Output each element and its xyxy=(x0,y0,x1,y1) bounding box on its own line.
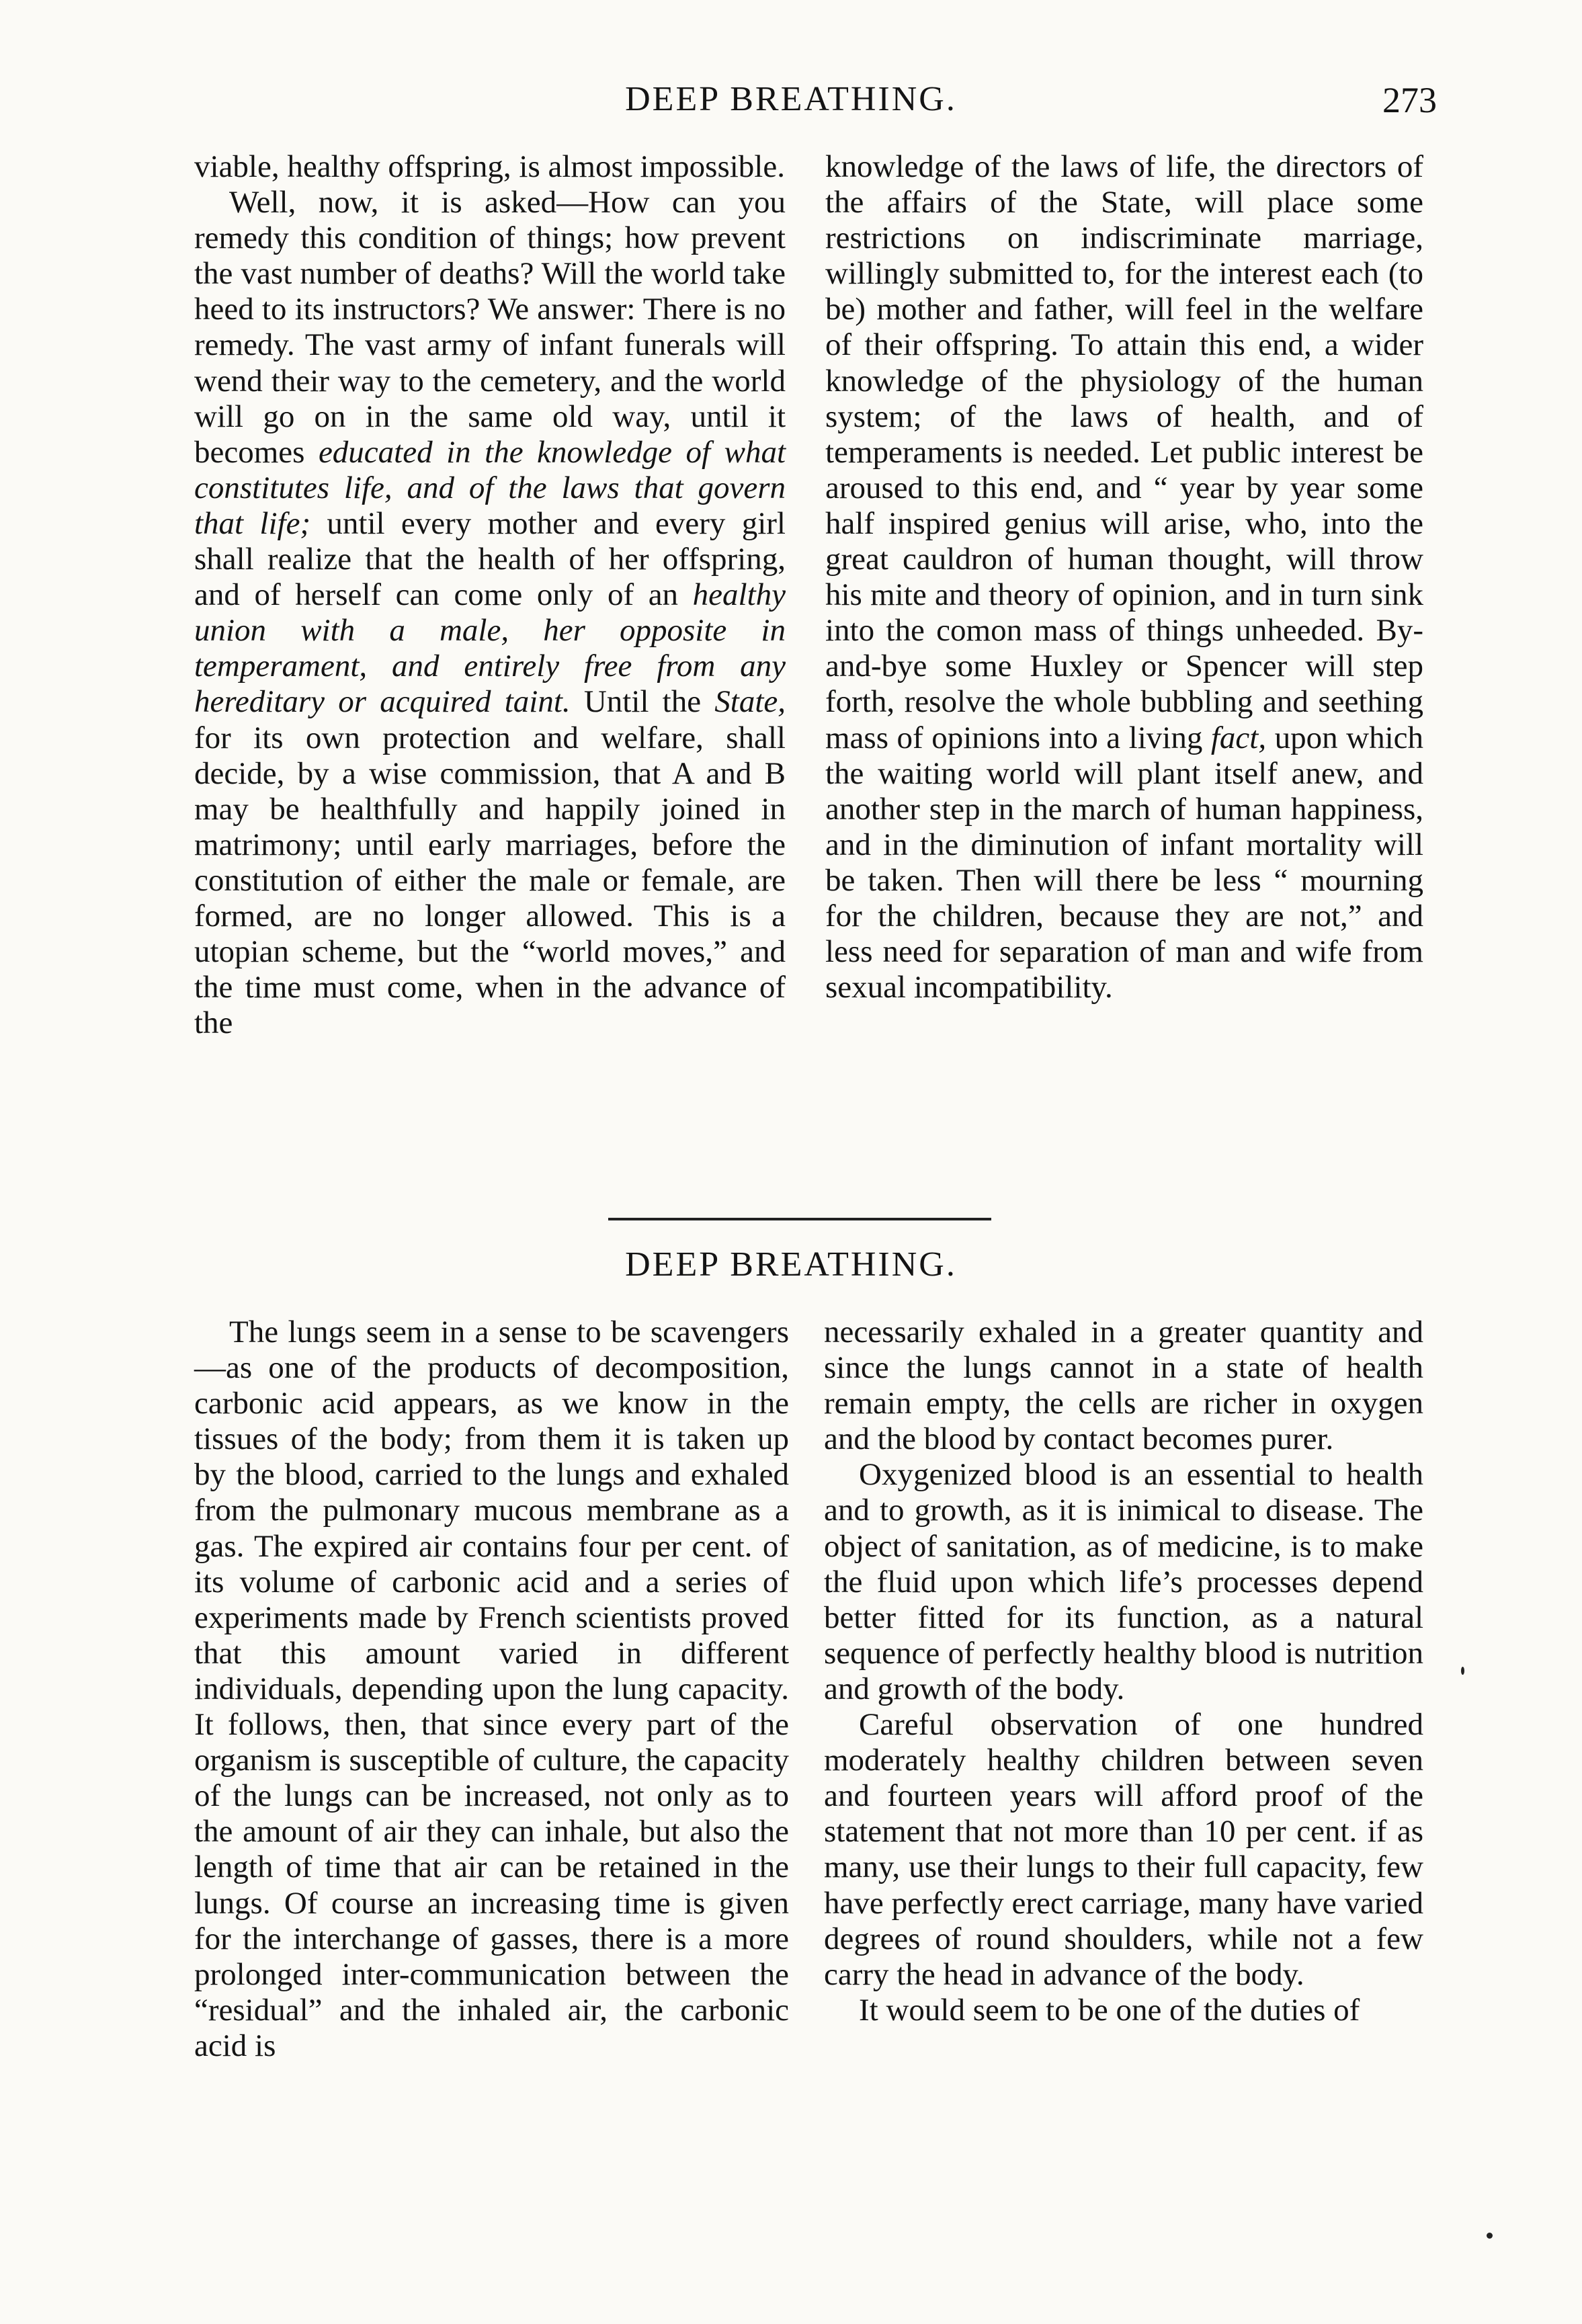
body-text: Until the xyxy=(570,684,715,720)
paragraph xyxy=(824,1457,1423,1707)
deep-breathing-column-left xyxy=(194,1315,789,2064)
body-text: necessarily exhaled in a greater quantity and since the lungs cannot in a state of health remain empty, the cells are richer in oxygen and the blood by contact becomes purer. xyxy=(824,1315,1423,1457)
page-number: 273 xyxy=(1382,80,1437,120)
paragraph xyxy=(824,1993,1423,2028)
italic-text: State, xyxy=(714,684,786,720)
body-text: The lungs seem in a sense to be scavengers—as one of the products of decomposition, carbonic acid appears, as we know in the tissues of the body; from them it is taken up by the blood, carried to the lungs and exhaled from the pulmonary mucous membrane as a gas. The expired air contains four per cent. of its volume of carbonic acid and a series of experiments made by French scientists proved that this amount varied in different individuals, depending upon the lung capacity. It follows, then, that since every part of the organism is susceptible of culture, the capacity of the lungs can be increased, not only as to the amount of air they can inhale, but also the length of time that air can be retained in the lungs. Of course an increasing time is given for the interchange of gasses, there is a more prolonged inter-communication between the “residual” and the inhaled air, the carbonic acid is xyxy=(194,1315,789,2063)
body-text: knowledge of the laws of life, the directors of the affairs of the State, will place some restrictions on indiscriminate marriage, willingly submitted to, for the interest each (to be) mother and father, will feel in the welfare of their offspring. To attain this end, a wider knowledge of the physiology of the human system; of the laws of health, and of temperaments is needed. Let public interest be aroused to this end, and “ year by year some half inspired genius will arise, who, into the great cauldron of human thought, will throw his mite and theory of opinion, and in turn sink into the comon mass of things unheeded. By-and-bye some Huxley or Spencer will step forth, resolve the whole bubbling and seething mass of opinions into a living xyxy=(825,149,1423,755)
section-title: DEEP BREATHING. xyxy=(625,1245,957,1284)
body-text: Oxygenized blood is an essential to health and to growth, as it is inimical to disease. The object of sanitation, as of medicine, is to make the fluid upon which life’s processes depend better fitted for its function, as a natural sequence of perfectly healthy blood is nutrition and growth of the body. xyxy=(824,1457,1423,1706)
running-head xyxy=(0,67,1582,128)
paragraph xyxy=(825,149,1423,1005)
italic-text: fact, xyxy=(1210,720,1267,755)
continued-article-column-right xyxy=(825,149,1423,1005)
italic-text: educated in the knowledge of what constitutes life, and of the laws that govern that life; xyxy=(194,434,786,541)
body-text: for its own protection and welfare, shall decide, by a wise commission, that A and B may be healthfully and happily joined in matrimony; until early marriages, before the constitution of either the male or female, are formed, are no longer allowed. This is a utopian scheme, but the “world moves,” and the time must come, when in the advance of the xyxy=(194,720,786,1041)
paragraph xyxy=(194,149,786,185)
body-text: viable, healthy offspring, is almost impossible. xyxy=(194,149,785,184)
paragraph xyxy=(194,185,786,1041)
ink-speck xyxy=(1487,2233,1493,2239)
italic-text: healthy union with a male, her opposite in temperament, and entirely free from any hereditary or acquired taint. xyxy=(194,577,786,720)
body-text: until every mother and every girl shall realize that the health of her offspring, and of herself can come only of an xyxy=(194,505,786,613)
paragraph xyxy=(824,1315,1423,1457)
paragraph xyxy=(824,1707,1423,1993)
body-text: Well, now, it is asked—How can you remedy this condition of things; how prevent the vast number of deaths? Will the world take heed to its instructors? We answer: There is no remedy. The vast army of infant funerals will wend their way to the cemetery, and the world will go on in the same old way, until it becomes xyxy=(194,185,786,470)
paragraph xyxy=(194,1315,789,2064)
body-text: upon which the waiting world will plant itself anew, and another step in the march of human happiness, and in the diminution of infant mortality will be taken. Then will there be less “ mourning for the children, because they are not,” and less need for separation of man and wife from sexual incompatibility. xyxy=(825,720,1423,1005)
body-text: Careful observation of one hundred moderately healthy children between seven and fourteen years will afford proof of the statement that not more than 10 per cent. if as many, use their lungs to their full capacity, few have perfectly erect carriage, many have varied degrees of round shoulders, while not a few carry the head in advance of the body. xyxy=(824,1707,1423,1992)
section-divider-rule xyxy=(608,1218,991,1220)
body-text: It would seem to be one of the duties of xyxy=(859,1992,1360,2028)
continued-article-column-left xyxy=(194,149,786,1041)
running-title: DEEP BREATHING. xyxy=(625,80,957,118)
ink-speck xyxy=(1461,1667,1464,1675)
deep-breathing-column-right xyxy=(824,1315,1423,2028)
